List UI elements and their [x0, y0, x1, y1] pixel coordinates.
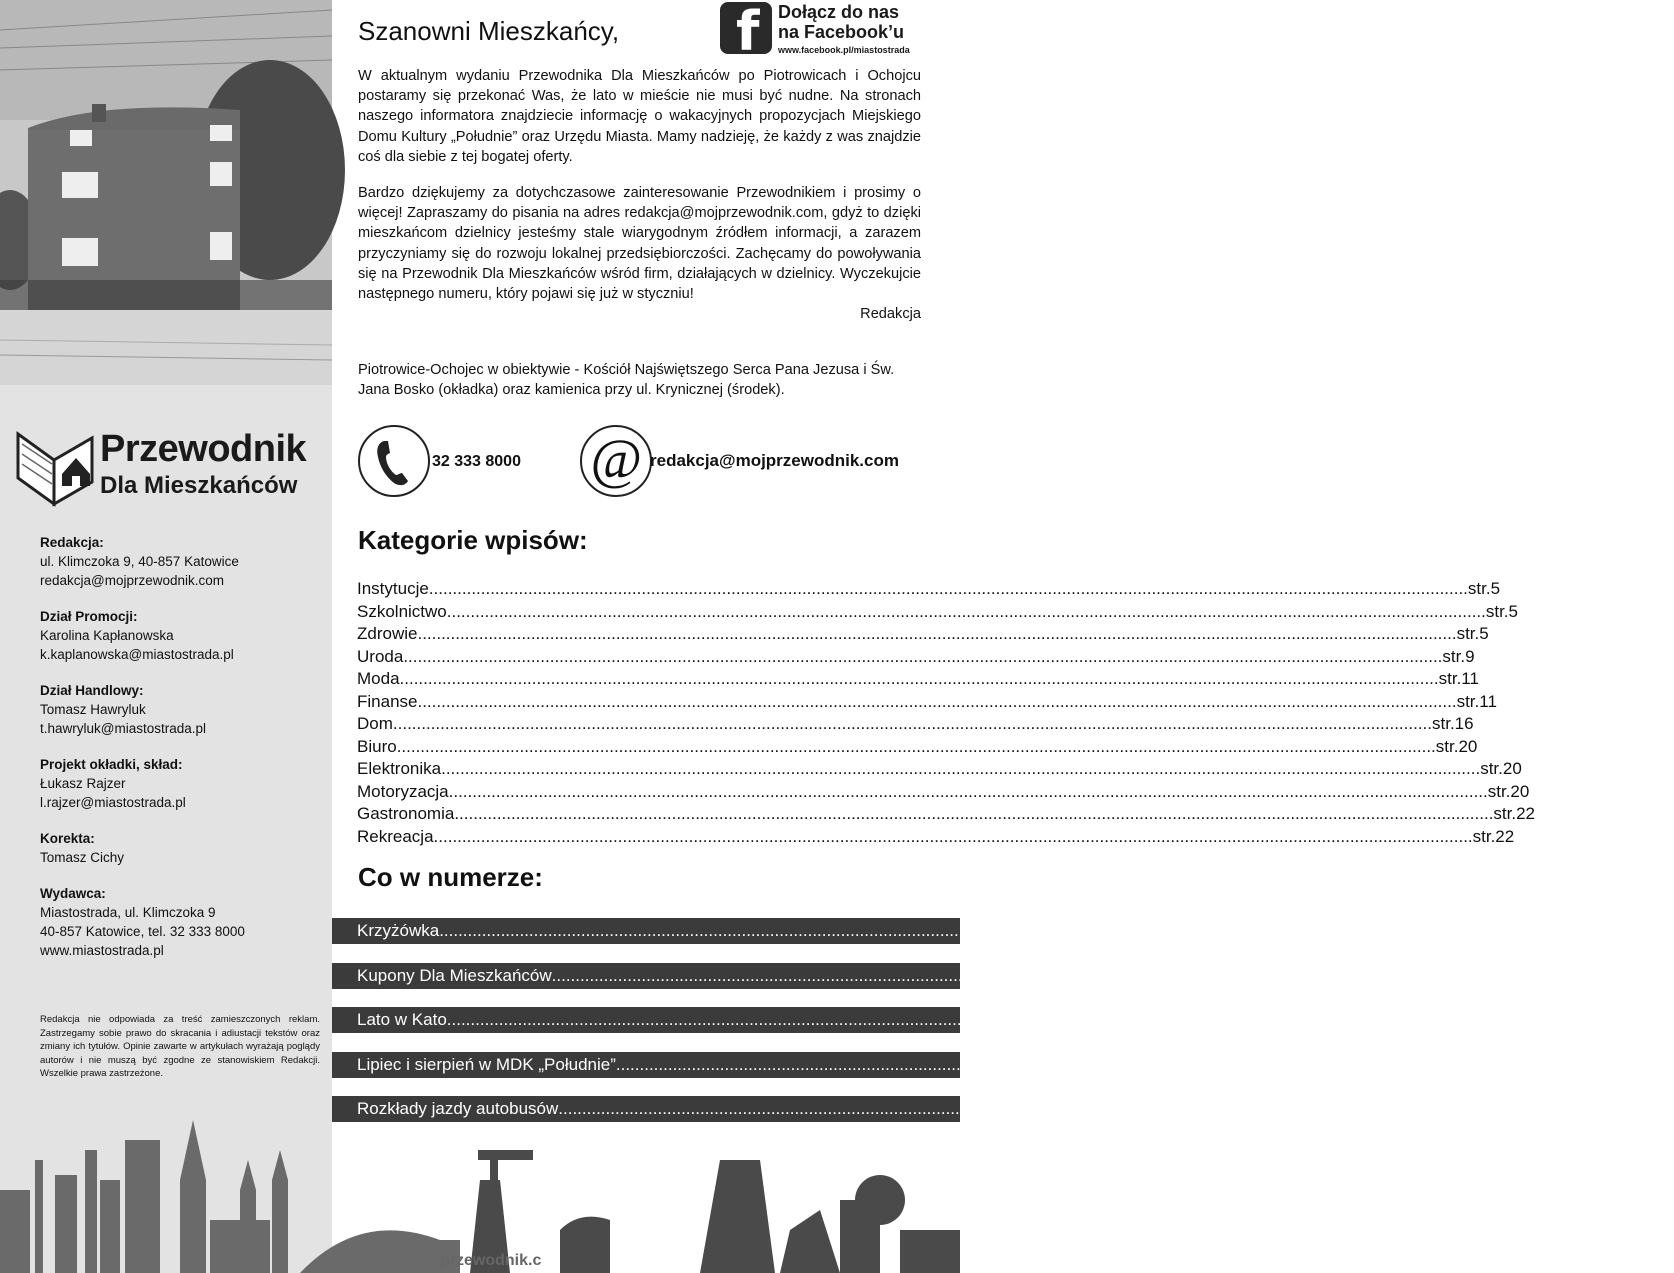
issue-title: Co w numerze:	[358, 862, 543, 892]
leader-dots: ............................................................................................................................................................................................................................	[433, 826, 1473, 846]
category-name: Elektronika	[357, 759, 442, 778]
staff-heading: Redakcja:	[40, 535, 104, 550]
staff-line: redakcja@mojprzewodnik.com	[40, 573, 225, 588]
staff-line: 40-857 Katowice, tel. 32 333 8000	[40, 924, 245, 939]
issue-page: 13	[1478, 921, 1498, 940]
category-name: Rekreacja	[357, 826, 434, 846]
at-sign-icon: @	[580, 425, 652, 497]
issue-name: Kupony Dla Mieszkańców	[357, 965, 552, 985]
staff-group	[40, 681, 320, 738]
leader-dots: ............................................................................................................................................................................................................................	[417, 624, 1457, 643]
category-row	[357, 736, 1478, 759]
category-row	[357, 691, 1497, 714]
staff-group	[40, 755, 320, 812]
issue-page: 17	[1485, 1010, 1505, 1029]
leader-dots: ............................................................................................................................................................................................................................	[392, 714, 1432, 733]
categories-title: Kategorie wpisów:	[358, 525, 588, 555]
staff-heading: Korekta:	[40, 831, 95, 846]
footer-url[interactable]: przewodnik.c	[440, 1252, 542, 1269]
category-page: str.20	[1435, 736, 1478, 756]
facebook-line1: Dołącz do nas	[778, 2, 900, 22]
leader-dots: ............................................................................................................................................................................................................................	[551, 965, 1591, 985]
phone-icon	[358, 425, 430, 497]
building-photo	[0, 0, 332, 385]
leader-dots: ............................................................................................................................................................................................................................	[396, 736, 1436, 756]
intro-text	[358, 66, 921, 324]
facebook-promo[interactable]	[720, 0, 950, 63]
category-name: Uroda	[357, 646, 404, 666]
leader-dots: ............................................................................................................................................................................................................................	[454, 804, 1494, 823]
category-row	[357, 803, 1536, 826]
category-name: Szkolnictwo	[357, 601, 447, 621]
greeting-heading: Szanowni Mieszkańcy,	[358, 16, 620, 46]
issue-name: Rozkłady jazdy autobusów	[357, 1099, 559, 1118]
category-page: str.11	[1456, 691, 1497, 711]
category-row	[357, 781, 1530, 804]
category-name: Gastronomia	[357, 804, 455, 823]
category-row	[357, 713, 1474, 736]
category-page: str.16	[1432, 714, 1474, 733]
category-row	[357, 668, 1479, 691]
staff-line: Łukasz Rajzer	[40, 776, 126, 791]
leader-dots: ............................................................................................................................................................................................................................	[448, 781, 1488, 801]
staff-line: Tomasz Hawryluk	[40, 702, 146, 717]
category-page: str.22	[1493, 804, 1536, 823]
category-row	[357, 646, 1475, 669]
staff-heading: Projekt okładki, skład:	[40, 757, 183, 772]
leader-dots: ............................................................................................................................................................................................................................	[417, 691, 1457, 711]
leader-dots: ............................................................................................................................................................................................................................	[441, 759, 1481, 778]
category-name: Dom	[357, 714, 393, 733]
issue-row	[332, 918, 1498, 944]
leader-dots: ............................................................................................................................................................................................................................	[439, 921, 1479, 940]
facebook-icon: f	[720, 2, 772, 54]
staff-heading: Wydawca:	[40, 886, 106, 901]
disclaimer-text: Redakcja nie odpowiada za treść zamieszczonych reklam. Zastrzegamy sobie prawo do skracania i adiustacji tekstów oraz zmiany ich tytułów. Opinie zawarte w artykułach wyrażają poglądy autorów i nie muszą być zgodne ze stanowiskiem Redakcji. Wszelkie prawa zastrzeżone.	[40, 1014, 320, 1079]
issue-row	[332, 1052, 1674, 1078]
category-page: str.5	[1456, 624, 1489, 643]
intro-paragraph-2: Bardzo dziękujemy za dotychczasowe zainteresowanie Przewodnikiem i prosimy o więcej! Zapraszamy do pisania na adres redakcja@mojprzewodnik.com, gdyż to dzięki mieszkańcom dzielnicy jesteśmy stale wiarygodnym źródłem informacji, a zarazem przyczyniamy się do rozwoju lokalnej przedsiębiorczości. Zachęcamy do powoływania się na Przewodnik Dla Mieszkańców wśród firm, działających w dzielnicy. Wyczekujcie następnego numeru, który pojawi się już w styczniu!	[358, 185, 921, 303]
intro-paragraph-1: W aktualnym wydaniu Przewodnika Dla Mieszkańców po Piotrowicach i Ochojcu postaramy się przekonać Was, że lato w mieście nie musi być nudne. Na stronach naszego informatora znajdziecie informację o wakacyjnych propozycjach Miejskiego Domu Kultury „Południe” oraz Urzędu Miasta. Mamy nadzieję, że każdy z was znajdzie coś dla siebie z tej bogatej oferty.	[358, 68, 921, 165]
book-house-icon	[14, 430, 96, 506]
category-page: str.20	[1487, 781, 1530, 801]
categories-list	[357, 578, 1536, 848]
staff-heading: Dział Promocji:	[40, 609, 138, 624]
category-page: str.22	[1472, 826, 1515, 846]
contact-email[interactable]: redakcja@mojprzewodnik.com	[650, 451, 899, 470]
city-skyline-graphic	[0, 1120, 960, 1273]
publication-logo	[14, 428, 324, 508]
category-page: str.20	[1480, 759, 1522, 778]
staff-group	[40, 607, 320, 664]
leader-dots: ............................................................................................................................................................................................................................	[615, 1054, 1655, 1074]
issue-row	[332, 963, 1610, 989]
contact-row	[350, 425, 940, 497]
staff-line: l.rajzer@miastostrada.pl	[40, 795, 186, 810]
category-page: str.11	[1438, 669, 1479, 688]
staff-line: ul. Klimczoka 9, 40-857 Katowice	[40, 554, 239, 569]
leader-dots: ............................................................................................................................................................................................................................	[446, 601, 1486, 621]
staff-line: Miastostrada, ul. Klimczoka 9	[40, 905, 216, 920]
facebook-url[interactable]: www.facebook.pl/miastostrada	[778, 45, 910, 55]
staff-line: k.kaplanowska@miastostrada.pl	[40, 647, 234, 662]
category-page: str.5	[1485, 601, 1518, 621]
staff-line: www.miastostrada.pl	[40, 943, 164, 958]
leader-dots: ............................................................................................................................................................................................................................	[428, 579, 1468, 598]
category-name: Instytucje	[357, 579, 429, 598]
issue-name: Lato w Kato	[357, 1010, 447, 1029]
category-name: Zdrowie	[357, 624, 418, 643]
logo-title: Przewodnik	[100, 428, 307, 470]
leader-dots: ............................................................................................................................................................................................................................	[558, 1099, 1598, 1118]
phone-number[interactable]: 32 333 8000	[432, 453, 521, 470]
issue-page: 24, 26	[1597, 1099, 1645, 1118]
issue-row	[332, 1007, 1505, 1033]
staff-line: Tomasz Cichy	[40, 850, 125, 865]
signature: Redakcja	[860, 306, 921, 323]
staff-group	[40, 533, 320, 590]
leader-dots: ............................................................................................................................................................................................................................	[403, 646, 1443, 666]
photo-caption: Piotrowice-Ochojec w obiektywie - Kościół Najświętszego Serca Pana Jezusa i Św. Jana Bosko (okładka) oraz kamienica przy ul. Krynicznej (środek).	[358, 362, 895, 399]
facebook-line2: na Facebook’u	[778, 22, 905, 42]
issue-page: 21	[1654, 1054, 1674, 1074]
staff-line: Karolina Kapłanowska	[40, 628, 174, 643]
staff-line: t.hawryluk@miastostrada.pl	[40, 721, 207, 736]
category-name: Biuro	[357, 736, 397, 756]
staff-group	[40, 829, 320, 867]
issue-row	[332, 1096, 1645, 1122]
category-row	[357, 601, 1518, 624]
leader-dots: ............................................................................................................................................................................................................................	[446, 1010, 1486, 1029]
logo-subtitle: Dla Mieszkańców	[100, 472, 298, 499]
category-row	[357, 578, 1501, 601]
category-name: Moda	[357, 669, 400, 688]
staff-group	[40, 884, 320, 960]
category-row	[357, 758, 1522, 781]
issue-name: Lipiec i sierpień w MDK „Południe”	[357, 1054, 616, 1074]
issue-name: Krzyżówka	[357, 921, 440, 940]
staff-heading: Dział Handlowy:	[40, 683, 144, 698]
category-row	[357, 826, 1515, 849]
category-row	[357, 623, 1489, 646]
category-name: Motoryzacja	[357, 781, 449, 801]
staff-credits	[40, 533, 320, 977]
leader-dots: ............................................................................................................................................................................................................................	[399, 669, 1439, 688]
category-page: str.5	[1467, 579, 1501, 598]
category-name: Finanse	[357, 691, 418, 711]
category-page: str.9	[1442, 646, 1475, 666]
issue-page: 15	[1590, 965, 1610, 985]
